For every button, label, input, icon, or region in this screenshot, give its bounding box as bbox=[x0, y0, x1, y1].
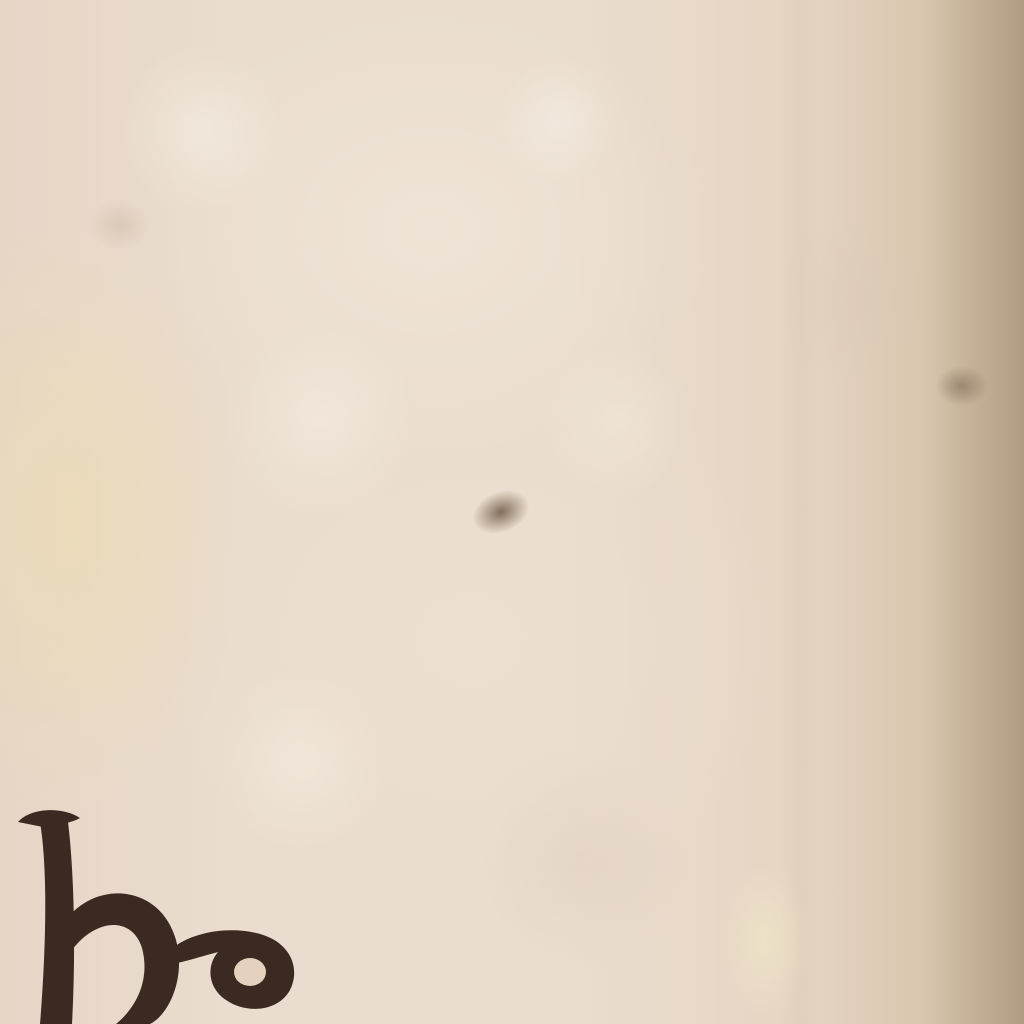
ink-speck bbox=[936, 366, 988, 406]
ink-loop-gap bbox=[234, 958, 266, 986]
ink-stroke-glyph bbox=[0, 800, 310, 1024]
paper-blemish bbox=[90, 200, 150, 250]
handwritten-letter-fragment bbox=[0, 800, 310, 1024]
ink-bowl bbox=[66, 893, 179, 1024]
ink-loop bbox=[170, 930, 294, 1009]
light-stain bbox=[720, 860, 810, 1020]
page-edge-shadow bbox=[914, 0, 1024, 1024]
